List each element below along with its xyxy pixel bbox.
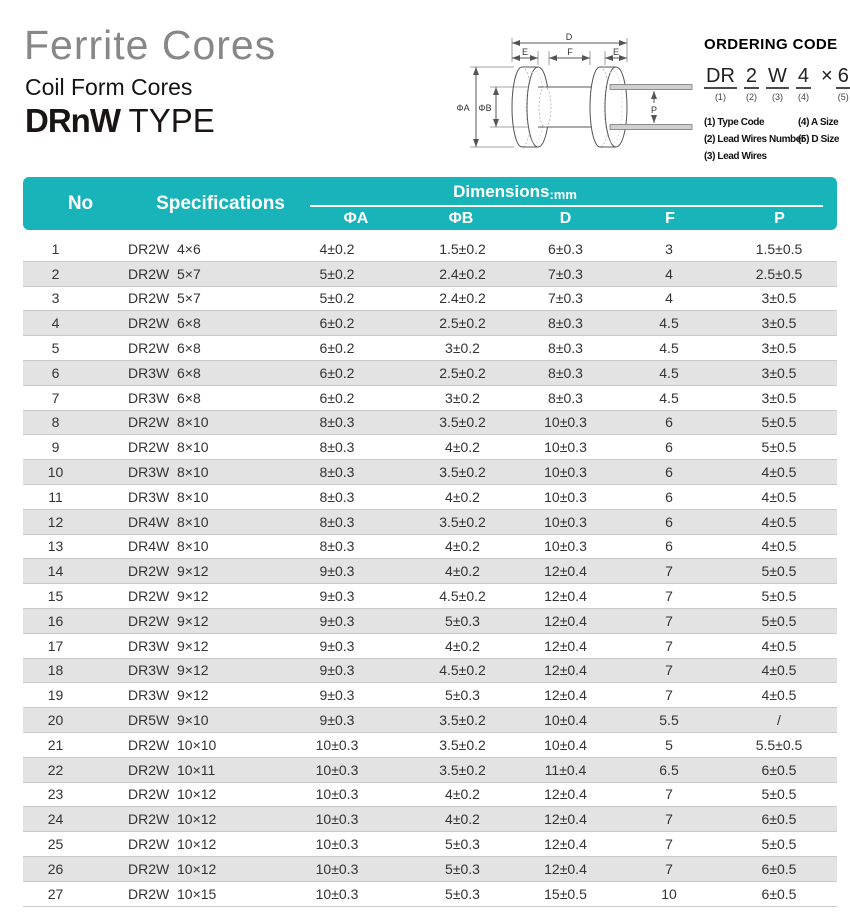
type-word: TYPE: [119, 102, 215, 139]
cell-no: 15: [47, 588, 64, 605]
table-row: [23, 733, 837, 758]
cell-phi-a: 9±0.3: [319, 662, 355, 679]
code-char: 4: [797, 65, 810, 87]
cell-p: 3±0.5: [761, 389, 797, 406]
table-row: [23, 262, 837, 287]
cell-d: 12±0.4: [544, 811, 587, 828]
cell-p: 4±0.5: [761, 637, 797, 654]
cell-phi-b: 4±0.2: [445, 488, 480, 505]
cell-f: 4.5: [659, 389, 679, 406]
cell-f: 6: [665, 538, 673, 555]
cell-spec: DR2W 10×10: [128, 736, 217, 753]
cell-f: 7: [665, 612, 673, 629]
cell-phi-b: 2.5±0.2: [439, 364, 486, 381]
page-title: Ferrite Cores: [24, 22, 277, 68]
cell-spec: DR2W 5×7: [128, 265, 201, 282]
table-row: [23, 807, 837, 832]
cell-phi-a: 9±0.3: [319, 563, 355, 580]
code-char: ×: [821, 65, 833, 87]
cell-spec: DR3W 9×12: [128, 662, 209, 679]
code-index: (3): [771, 92, 783, 102]
cell-f: 6: [665, 488, 673, 505]
code-index: (1): [714, 92, 726, 102]
cell-f: 6: [665, 513, 673, 530]
cell-spec: DR5W 9×10: [128, 712, 209, 729]
cell-spec: DR2W 6×8: [128, 315, 201, 332]
cell-f: 7: [665, 786, 673, 803]
type-code: DRnW: [25, 102, 120, 139]
cell-spec: DR2W 5×7: [128, 290, 201, 307]
cell-spec: DR3W 8×10: [128, 488, 209, 505]
cell-d: 10±0.3: [544, 513, 587, 530]
cell-f: 5.5: [659, 712, 679, 729]
cell-p: 1.5±0.5: [755, 240, 803, 257]
cell-d: 6±0.3: [548, 240, 583, 257]
cell-no: 18: [47, 662, 64, 679]
lead-wire-top: [610, 85, 692, 90]
table-row: [23, 683, 837, 708]
column-header-no: No: [67, 192, 94, 214]
cell-phi-a: 9±0.3: [319, 612, 355, 629]
code-char: 6: [837, 65, 849, 87]
cell-phi-a: 8±0.3: [319, 439, 355, 456]
table-row: [23, 435, 837, 460]
cell-p: 5±0.5: [761, 588, 797, 605]
cell-f: 7: [665, 811, 673, 828]
dim-label-e-right: E: [612, 47, 620, 57]
cell-phi-a: 10±0.3: [315, 736, 359, 753]
cell-d: 12±0.4: [544, 637, 587, 654]
cell-d: 8±0.3: [548, 364, 583, 381]
cell-spec: DR2W 4×6: [128, 240, 201, 257]
cell-p: 6±0.5: [761, 811, 797, 828]
table-row: [23, 411, 837, 436]
cell-phi-a: 9±0.3: [319, 588, 355, 605]
cell-p: 4±0.5: [761, 538, 797, 555]
cell-d: 10±0.3: [544, 488, 587, 505]
cell-phi-b: 3.5±0.2: [439, 736, 486, 753]
cell-p: 4±0.5: [761, 662, 797, 679]
cell-no: 25: [47, 836, 64, 853]
cell-p: 5.5±0.5: [755, 736, 803, 753]
cell-f: 4.5: [659, 364, 679, 381]
cell-p: 3±0.5: [761, 364, 797, 381]
cell-spec: DR4W 8×10: [128, 538, 209, 555]
column-header-d: D: [559, 209, 572, 227]
cell-f: 6: [665, 439, 673, 456]
code-part: [836, 65, 850, 102]
cell-phi-a: 10±0.3: [315, 786, 359, 803]
table-row: [23, 559, 837, 584]
lead-wire-bottom: [610, 125, 692, 130]
table-row: [23, 510, 837, 535]
cell-no: 11: [48, 488, 63, 505]
dimensions-header-group: [303, 177, 837, 230]
table-row: [23, 634, 837, 659]
cell-d: 11±0.4: [544, 761, 587, 778]
cell-d: 10±0.4: [544, 736, 587, 753]
cell-phi-b: 5±0.3: [445, 836, 480, 853]
cell-no: 8: [51, 414, 60, 431]
cell-phi-b: 3.5±0.2: [439, 414, 486, 431]
table-body: [23, 237, 837, 907]
cell-p: 6±0.5: [761, 860, 797, 877]
cell-p: 5±0.5: [761, 836, 797, 853]
cell-spec: DR2W 9×12: [128, 563, 209, 580]
cell-d: 12±0.4: [544, 786, 587, 803]
cell-phi-a: 10±0.3: [315, 860, 359, 877]
cell-f: 4: [665, 290, 673, 307]
cell-f: 4.5: [659, 340, 679, 357]
cell-no: 1: [51, 240, 60, 257]
table-row: [23, 287, 837, 312]
cell-p: 4±0.5: [761, 687, 797, 704]
code-index: (5): [837, 92, 849, 102]
cell-phi-a: 10±0.3: [315, 811, 359, 828]
cell-no: 26: [47, 860, 64, 877]
column-header-f: F: [665, 209, 675, 227]
legend-item: (2) Lead Wires Number: [704, 134, 805, 145]
table-row: [23, 659, 837, 684]
dim-label-phi-b: ΦB: [478, 103, 492, 113]
table-row: [23, 783, 837, 808]
code-char: DR: [706, 65, 735, 87]
table-row: [23, 857, 837, 882]
column-header-specifications: Specifications: [156, 192, 285, 214]
code-part: [819, 65, 835, 87]
cell-f: 10: [661, 885, 677, 902]
dimension-diagram: [444, 12, 700, 160]
cell-d: 10±0.3: [544, 439, 587, 456]
cell-no: 27: [47, 885, 64, 902]
cell-no: 9: [51, 439, 60, 456]
cell-f: 7: [665, 836, 673, 853]
cell-d: 8±0.3: [548, 315, 583, 332]
cell-phi-a: 9±0.3: [319, 712, 355, 729]
cell-phi-a: 10±0.3: [315, 761, 359, 778]
cell-phi-b: 2.4±0.2: [439, 290, 486, 307]
cell-d: 15±0.5: [544, 885, 587, 902]
dimension-column-headers: [303, 207, 837, 230]
cell-phi-a: 9±0.3: [319, 637, 355, 654]
code-char: 2: [745, 65, 758, 87]
cell-phi-b: 3.5±0.2: [439, 513, 486, 530]
cell-no: 17: [47, 637, 64, 654]
dim-label-f: F: [567, 47, 573, 57]
cell-d: 12±0.4: [544, 860, 587, 877]
code-part: [744, 65, 759, 102]
cell-spec: DR2W 10×12: [128, 860, 217, 877]
code-part: [766, 65, 789, 102]
cell-phi-a: 6±0.2: [319, 315, 355, 332]
cell-no: 22: [47, 761, 64, 778]
cell-phi-b: 4±0.2: [445, 786, 480, 803]
dim-label-p: P: [650, 105, 658, 115]
ordering-code: [704, 65, 849, 102]
cell-phi-b: 4.5±0.2: [439, 588, 486, 605]
code-index: (2): [745, 92, 757, 102]
cell-phi-b: 4±0.2: [445, 439, 480, 456]
legend-item: (1) Type Code: [704, 117, 765, 128]
legend-item: (5) D Size: [798, 134, 840, 145]
table-row: [23, 311, 837, 336]
cell-f: 6.5: [659, 761, 679, 778]
cell-phi-b: 4.5±0.2: [439, 662, 486, 679]
cell-phi-b: 2.5±0.2: [439, 315, 486, 332]
cell-spec: DR2W 10×12: [128, 786, 217, 803]
cell-p: /: [777, 712, 781, 729]
cell-spec: DR4W 8×10: [128, 513, 209, 530]
table-row: [23, 535, 837, 560]
cell-no: 23: [47, 786, 64, 803]
cell-spec: DR2W 10×11: [128, 761, 216, 778]
table-row: [23, 882, 837, 907]
cell-phi-b: 5±0.3: [445, 687, 480, 704]
cell-phi-a: 10±0.3: [315, 836, 359, 853]
cell-no: 19: [47, 687, 64, 704]
cell-phi-b: 3.5±0.2: [439, 712, 486, 729]
cell-p: 5±0.5: [761, 612, 797, 629]
cell-d: 8±0.3: [548, 389, 583, 406]
cell-phi-b: 5±0.3: [445, 612, 480, 629]
cell-p: 4±0.5: [761, 488, 797, 505]
type-line: [25, 103, 276, 139]
cell-no: 12: [47, 513, 64, 530]
dim-label-d: D: [565, 32, 573, 42]
cell-p: 5±0.5: [761, 563, 797, 580]
cell-f: 7: [665, 588, 673, 605]
cell-p: 5±0.5: [761, 414, 797, 431]
cell-d: 12±0.4: [544, 612, 587, 629]
ordering-code-block: [704, 36, 849, 165]
cell-phi-a: 6±0.2: [319, 389, 355, 406]
table-row: [23, 237, 837, 262]
cell-phi-b: 4±0.2: [445, 538, 480, 555]
cell-spec: DR2W 8×10: [128, 414, 209, 431]
cell-phi-a: 8±0.3: [319, 414, 355, 431]
cell-p: 4±0.5: [761, 513, 797, 530]
cell-no: 3: [51, 290, 60, 307]
cell-p: 6±0.5: [761, 885, 797, 902]
table-row: [23, 460, 837, 485]
cell-no: 2: [51, 265, 60, 282]
cell-spec: DR3W 9×12: [128, 687, 209, 704]
cell-f: 4.5: [659, 315, 679, 332]
cell-spec: DR2W 9×12: [128, 588, 209, 605]
cell-d: 7±0.3: [548, 290, 583, 307]
cell-phi-b: 3.5±0.2: [439, 761, 486, 778]
cell-no: 5: [51, 340, 60, 357]
table-row: [23, 758, 837, 783]
cell-no: 10: [47, 464, 64, 481]
cell-p: 2.5±0.5: [755, 265, 803, 282]
cell-phi-b: 4±0.2: [445, 563, 480, 580]
cell-p: 3±0.5: [761, 290, 797, 307]
cell-p: 6±0.5: [761, 761, 797, 778]
dim-label-phi-a: ΦA: [456, 103, 470, 113]
cell-phi-a: 8±0.3: [319, 488, 355, 505]
cell-f: 6: [665, 464, 673, 481]
table-row: [23, 336, 837, 361]
column-header-phi-a: ΦA: [343, 209, 369, 227]
legend-column-right: [798, 114, 839, 148]
cell-p: 3±0.5: [761, 340, 797, 357]
title-block: [24, 22, 276, 139]
cell-spec: DR2W 10×15: [128, 885, 217, 902]
cell-phi-a: 8±0.3: [319, 538, 355, 555]
cell-f: 6: [665, 414, 673, 431]
column-header-phi-b: ΦB: [448, 209, 474, 227]
table-row: [23, 609, 837, 634]
cell-spec: DR3W 8×10: [128, 464, 209, 481]
cell-f: 7: [665, 860, 673, 877]
cell-spec: DR2W 8×10: [128, 439, 209, 456]
table-row: [23, 584, 837, 609]
cell-f: 7: [665, 637, 673, 654]
cell-phi-b: 5±0.3: [445, 885, 480, 902]
cell-spec: DR3W 6×8: [128, 364, 201, 381]
cell-f: 7: [665, 563, 673, 580]
table-row: [23, 485, 837, 510]
legend-item: (3) Lead Wires: [704, 151, 767, 162]
code-part: [704, 65, 737, 102]
cell-d: 10±0.4: [544, 712, 587, 729]
cell-p: 5±0.5: [761, 439, 797, 456]
cell-spec: DR2W 9×12: [128, 612, 209, 629]
cell-p: 4±0.5: [761, 464, 797, 481]
ordering-code-legend: [704, 114, 846, 165]
cell-phi-a: 8±0.3: [319, 513, 355, 530]
cell-d: 12±0.4: [544, 588, 587, 605]
table-row: [23, 386, 837, 411]
table-header: [23, 177, 837, 230]
page-subtitle: Coil Form Cores: [25, 74, 193, 100]
cell-phi-b: 5±0.3: [445, 860, 480, 877]
cell-no: 14: [47, 563, 64, 580]
dim-label-e-left: E: [521, 47, 529, 57]
cell-no: 24: [47, 811, 64, 828]
dimensions-header: [248, 177, 782, 203]
cell-phi-b: 4±0.2: [445, 637, 480, 654]
cell-no: 4: [51, 315, 60, 332]
dimensions-title-text: Dimensions: [453, 182, 550, 201]
cell-d: 10±0.3: [544, 538, 587, 555]
code-char: W: [768, 65, 787, 87]
cell-f: 7: [665, 662, 673, 679]
column-header-p: P: [774, 209, 785, 227]
cell-phi-a: 5±0.2: [319, 265, 355, 282]
cell-d: 12±0.4: [544, 687, 587, 704]
cell-d: 8±0.3: [548, 340, 583, 357]
code-part: [796, 65, 811, 102]
cell-phi-a: 10±0.3: [315, 885, 359, 902]
cell-phi-a: 8±0.3: [319, 464, 355, 481]
cell-spec: DR3W 9×12: [128, 637, 209, 654]
cell-phi-b: 4±0.2: [445, 811, 480, 828]
core-drawing: [444, 12, 700, 160]
dimensions-table: [23, 177, 837, 907]
cell-d: 12±0.4: [544, 563, 587, 580]
cell-phi-a: 5±0.2: [319, 290, 355, 307]
cell-phi-b: 3±0.2: [445, 389, 480, 406]
cell-phi-a: 6±0.2: [319, 364, 355, 381]
cell-no: 7: [51, 389, 60, 406]
cell-p: 5±0.5: [761, 786, 797, 803]
cell-f: 5: [665, 736, 673, 753]
cell-d: 12±0.4: [544, 662, 587, 679]
cell-spec: DR3W 6×8: [128, 389, 201, 406]
cell-f: 3: [665, 240, 673, 257]
cell-d: 7±0.3: [548, 265, 583, 282]
cell-phi-b: 3±0.2: [445, 340, 480, 357]
code-index: (4): [797, 92, 809, 102]
cell-phi-a: 6±0.2: [319, 340, 355, 357]
cell-no: 13: [47, 538, 64, 555]
cell-spec: DR2W 10×12: [128, 836, 217, 853]
legend-item: (4) A Size: [798, 117, 839, 128]
cell-no: 16: [47, 612, 64, 629]
cell-no: 21: [47, 736, 64, 753]
cell-f: 4: [665, 265, 673, 282]
cell-phi-b: 2.4±0.2: [439, 265, 486, 282]
cell-d: 10±0.3: [544, 414, 587, 431]
cell-d: 12±0.4: [544, 836, 587, 853]
cell-spec: DR2W 6×8: [128, 340, 201, 357]
cell-phi-a: 9±0.3: [319, 687, 355, 704]
cell-no: 6: [51, 364, 60, 381]
cell-d: 10±0.3: [544, 464, 587, 481]
cell-phi-b: 3.5±0.2: [439, 464, 486, 481]
cell-p: 3±0.5: [761, 315, 797, 332]
cell-no: 20: [47, 712, 64, 729]
table-row: [23, 361, 837, 386]
dimensions-unit-text: :mm: [549, 187, 577, 202]
cell-phi-a: 4±0.2: [319, 240, 355, 257]
table-row: [23, 708, 837, 733]
cell-spec: DR2W 10×12: [128, 811, 217, 828]
cell-phi-b: 1.5±0.2: [439, 240, 486, 257]
cell-f: 7: [665, 687, 673, 704]
ordering-code-heading: ORDERING CODE: [704, 36, 838, 53]
table-row: [23, 832, 837, 857]
